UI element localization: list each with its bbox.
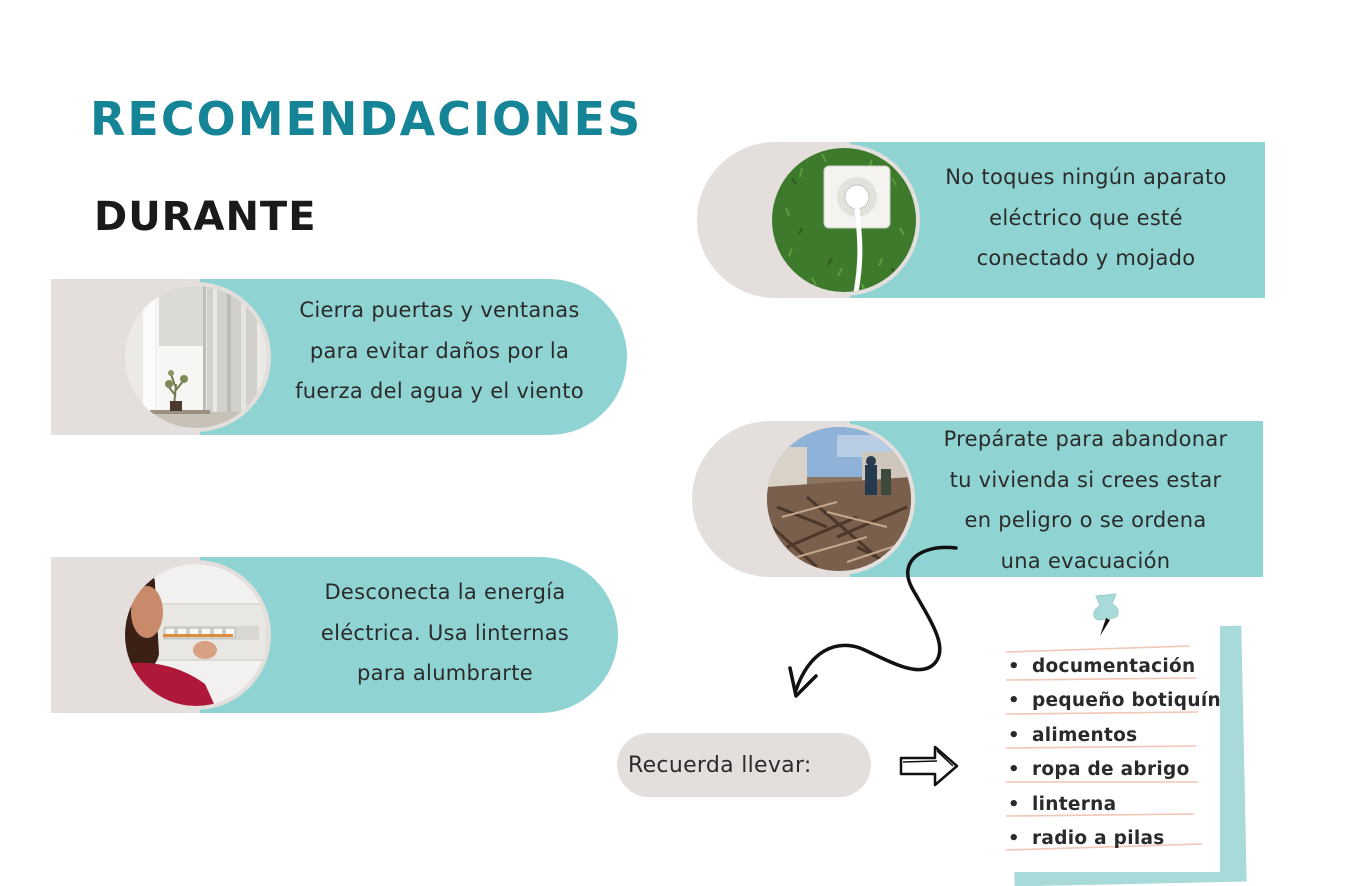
checklist-note — [998, 622, 1220, 872]
electrical-panel-photo — [125, 564, 267, 706]
reminder-label: Recuerda llevar: — [617, 733, 871, 797]
card-text: Desconecta la energía eléctrica. Usa linternas para alumbrarte — [320, 580, 570, 685]
checklist — [1008, 650, 1221, 856]
list-item: • radio a pilas — [1032, 822, 1221, 856]
card-text: No toques ningún aparato eléctrico que esté conectado y mojado — [945, 165, 1227, 270]
section-subtitle: DURANTE — [94, 194, 317, 240]
outlet-on-grass-photo — [772, 148, 916, 292]
push-pin-icon — [1088, 590, 1124, 640]
list-item: • linterna — [1032, 788, 1221, 822]
right-arrow-icon — [897, 742, 961, 790]
list-item: • pequeño botiquín — [1032, 684, 1221, 718]
list-item: • documentación — [1032, 650, 1221, 684]
page-title: RECOMENDACIONES — [90, 92, 643, 146]
card-text: Cierra puertas y ventanas para evitar daños por la fuerza del agua y el viento — [295, 298, 584, 403]
card-text: Prepárate para abandonar tu vivienda si crees estar en peligro o se ordena una evacuación — [943, 427, 1228, 573]
list-item: • ropa de abrigo — [1032, 753, 1221, 787]
curly-arrow-icon — [780, 540, 970, 710]
list-item: • alimentos — [1032, 719, 1221, 753]
window-curtain-photo — [125, 286, 267, 428]
